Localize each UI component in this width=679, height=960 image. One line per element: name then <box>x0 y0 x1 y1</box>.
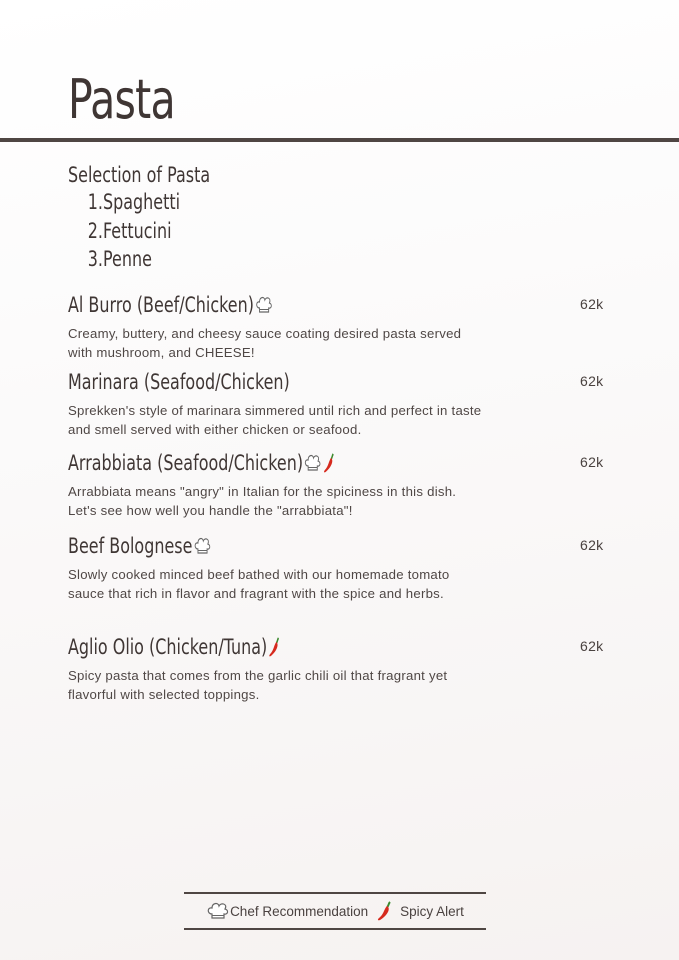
menu-item-title: Marinara (Seafood/Chicken) <box>68 370 290 394</box>
pasta-selection <box>68 162 255 274</box>
menu-item <box>68 531 628 603</box>
selection-label: Fettucini <box>102 218 172 243</box>
menu-item <box>68 448 628 520</box>
selection-label: Spaghetti <box>102 190 181 214</box>
selection-item <box>68 188 210 217</box>
menu-item-price: 62k <box>580 454 604 470</box>
chili-icon <box>268 636 282 658</box>
selection-label: Penne <box>102 247 152 271</box>
menu-item-description: Arrabbiata means "angry" in Italian for the spiciness in this dish. Let's see how well you handle the "arrabbiata"! <box>68 484 457 518</box>
legend-chef-label: Chef Recommendation <box>230 903 369 919</box>
menu-item <box>68 632 628 704</box>
chef-hat-icon <box>255 295 273 315</box>
menu-item-description: Slowly cooked minced beef bathed with our homemade tomato sauce that rich in flavor and fragrant with the spice and herbs. <box>68 567 450 601</box>
selection-item <box>68 217 210 246</box>
menu-item-price: 62k <box>580 373 604 389</box>
selection-heading: Selection of Pasta <box>68 163 211 187</box>
legend-chef <box>206 901 368 921</box>
menu-item-name <box>68 632 282 662</box>
menu-item <box>68 367 628 439</box>
selection-number: 2. <box>87 218 103 243</box>
chili-icon <box>376 900 394 922</box>
chili-icon <box>323 452 337 474</box>
menu-item-name <box>68 367 290 397</box>
page-title: Pasta <box>68 68 175 131</box>
selection-list <box>68 188 255 274</box>
legend-spicy <box>376 900 464 922</box>
menu-item-name <box>68 531 211 561</box>
chef-hat-icon <box>304 453 322 473</box>
menu-item-name <box>68 448 336 478</box>
menu-item-price: 62k <box>580 638 604 654</box>
icon-legend <box>184 892 486 930</box>
menu-item-description: Creamy, buttery, and cheesy sauce coating desired pasta served with mushroom, and CHEESE! <box>68 326 462 360</box>
chef-hat-icon <box>193 536 211 556</box>
menu-item-title: Arrabbiata (Seafood/Chicken) <box>68 451 304 475</box>
legend-spicy-label: Spicy Alert <box>400 903 464 919</box>
menu-item-price: 62k <box>580 537 604 553</box>
menu-item-description: Spicy pasta that comes from the garlic chili oil that fragrant yet flavorful with selected toppings. <box>68 668 448 702</box>
menu-item-price: 62k <box>580 296 604 312</box>
selection-number: 3. <box>87 247 103 271</box>
chef-hat-icon <box>206 901 230 921</box>
selection-item <box>68 245 210 274</box>
menu-item-title: Al Burro (Beef/Chicken) <box>68 293 254 317</box>
menu-item-name <box>68 290 273 320</box>
menu-item-title: Aglio Olio (Chicken/Tuna) <box>68 635 268 659</box>
menu-item <box>68 290 628 362</box>
selection-number: 1. <box>87 190 103 214</box>
menu-item-title: Beef Bolognese <box>68 534 193 558</box>
title-divider <box>0 138 679 142</box>
menu-item-description: Sprekken's style of marinara simmered until rich and perfect in taste and smell served with either chicken or seafood. <box>68 403 482 437</box>
